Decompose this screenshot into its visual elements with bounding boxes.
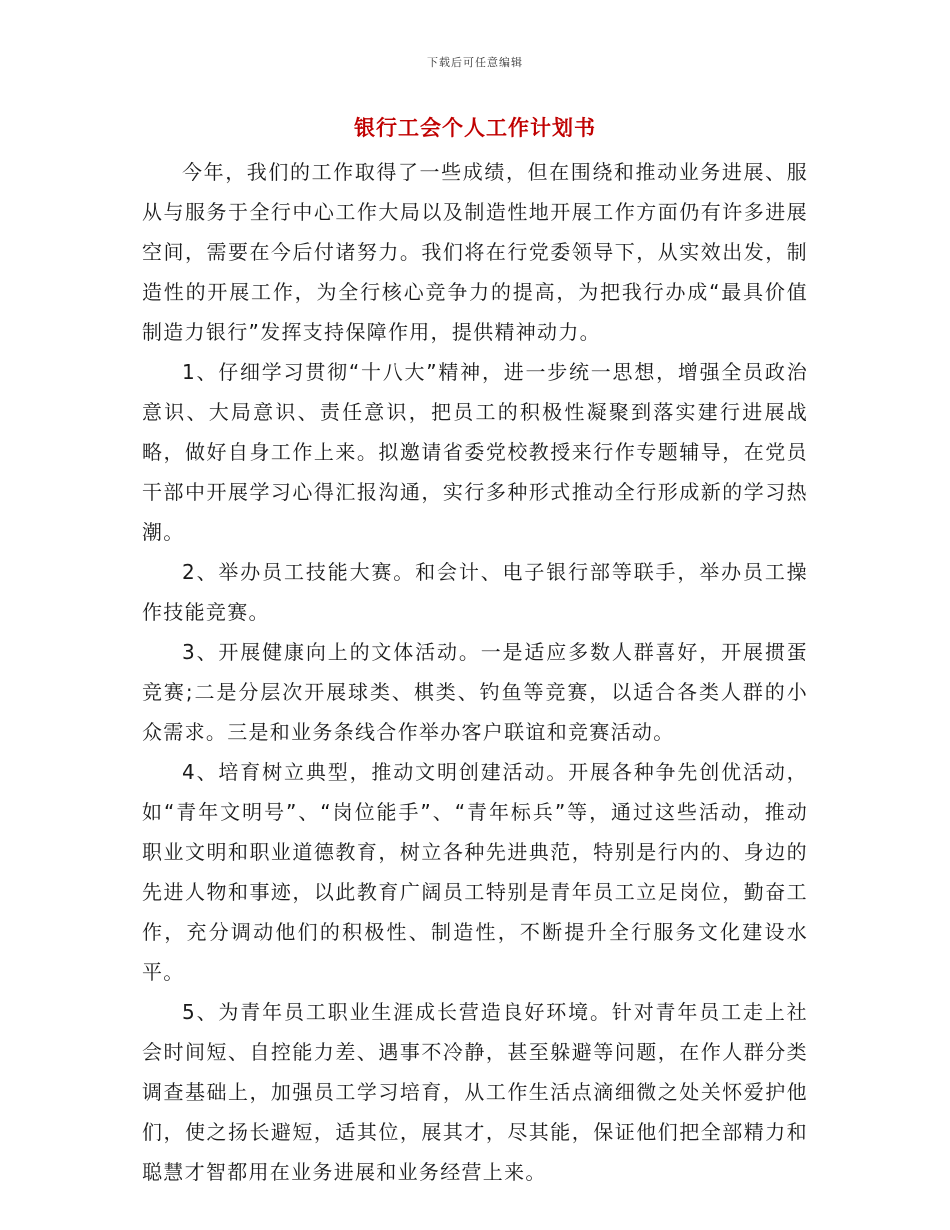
header-note: 下载后可任意编辑 [427,56,523,69]
paragraph-item-1: 1、仔细学习贯彻“十八大”精神，进一步统一思想，增强全员政治意识、大局意识、责任意识，把员工的积极性凝聚到落实建行进展战略，做好自身工作上来。拟邀请省委党校教授来行作专题辅导，在党员干部中开展学习心得汇报沟通，实行多种形式推动全行形成新的学习热潮。 [142,360,808,544]
document-title: 银行工会个人工作计划书 [354,116,596,140]
paragraph-item-5: 5、为青年员工职业生涯成长营造良好环境。针对青年员工走上社会时间短、自控能力差、遇事不冷静，甚至躲避等问题，在作人群分类调查基础上，加强员工学习培育，从工作生活点滴细微之处关怀爱护他们，使之扬长避短，适其位，展其才，尽其能，保证他们把全部精力和聪慧才智都用在业务进展和业务经营上来。 [142,1000,808,1184]
paragraph-intro: 今年，我们的工作取得了一些成绩，但在围绕和推动业务进展、服从与服务于全行中心工作大局以及制造性地开展工作方面仍有许多进展空间，需要在今后付诸努力。我们将在行党委领导下，从实效出发，制造性的开展工作，为全行核心竞争力的提高，为把我行办成“最具价值制造力银行”发挥支持保障作用，提供精神动力。 [142,160,808,344]
paragraph-item-4: 4、培育树立典型，推动文明创建活动。开展各种争先创优活动，如“青年文明号”、“岗位能手”、“青年标兵”等，通过这些活动，推动职业文明和职业道德教育，树立各种先进典范，特别是行内的、身边的先进人物和事迹，以此教育广阔员工特别是青年员工立足岗位，勤奋工作，充分调动他们的积极性、制造性，不断提升全行服务文化建设水平。 [142,760,808,984]
paragraph-item-3: 3、开展健康向上的文体活动。一是适应多数人群喜好，开展掼蛋竞赛;二是分层次开展球类、棋类、钓鱼等竞赛，以适合各类人群的小众需求。三是和业务条线合作举办客户联谊和竞赛活动。 [142,640,808,744]
document-body [142,152,808,1192]
paragraph-item-2: 2、举办员工技能大赛。和会计、电子银行部等联手，举办员工操作技能竞赛。 [142,560,808,624]
